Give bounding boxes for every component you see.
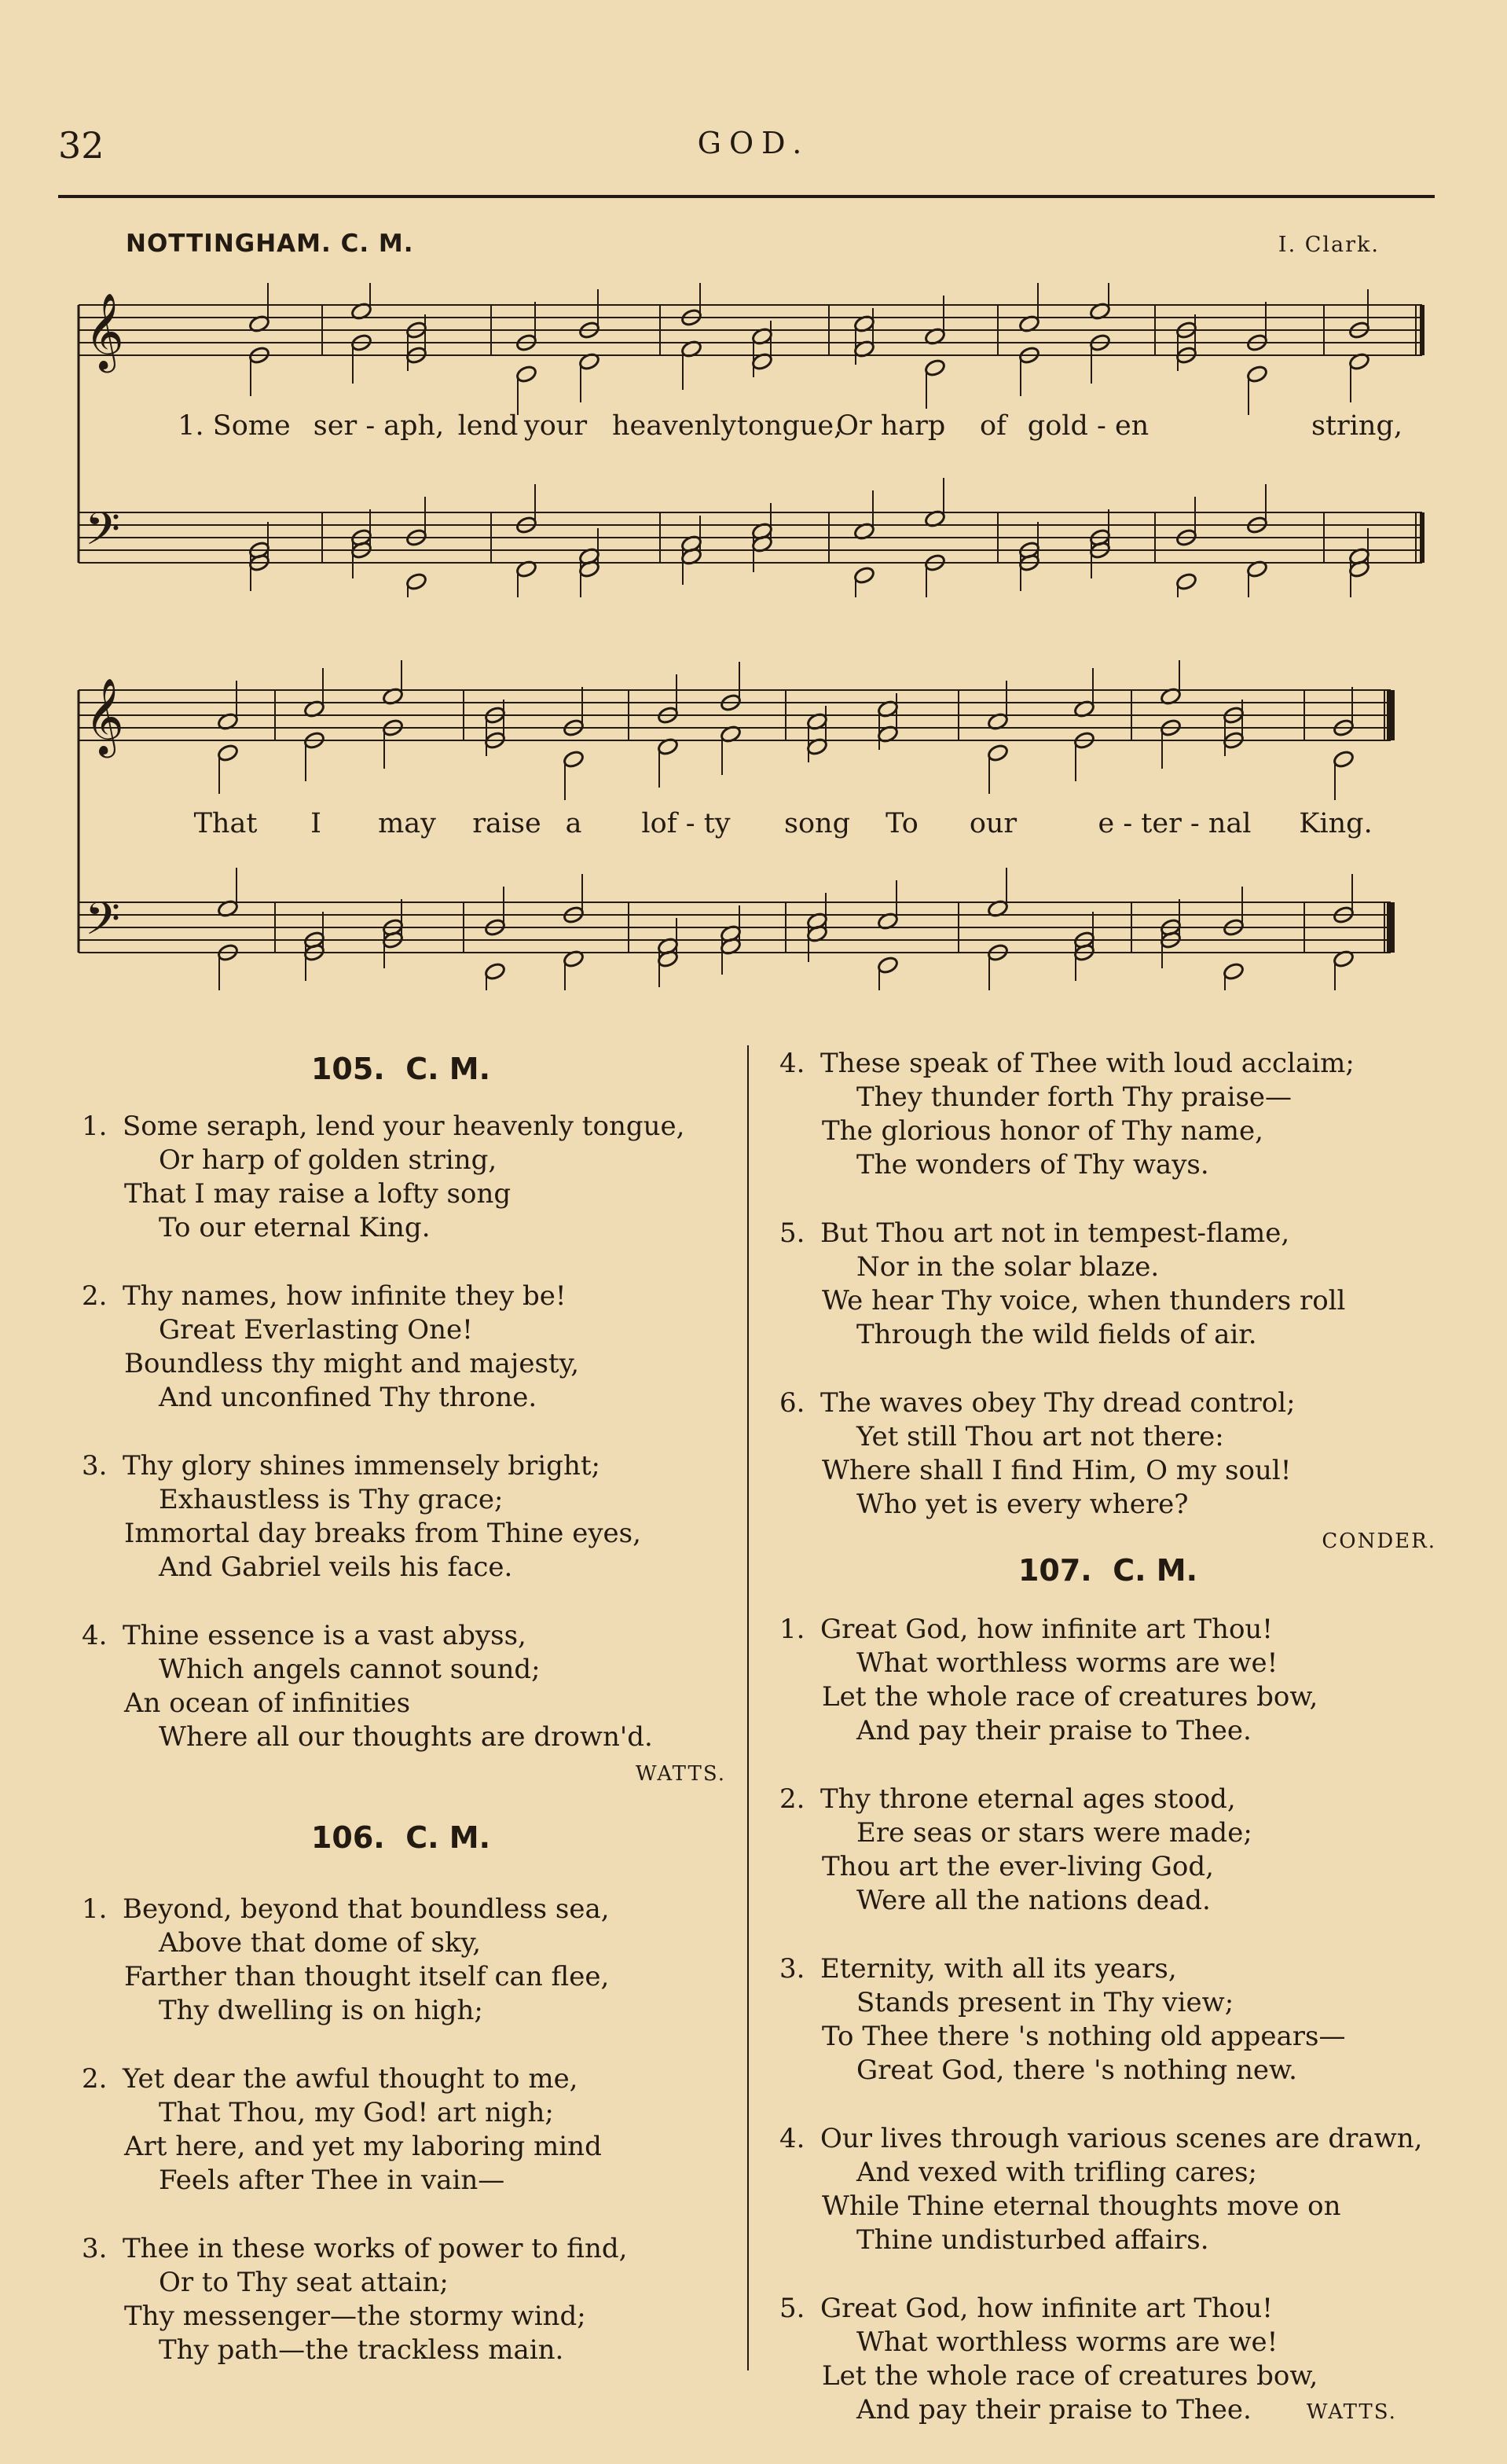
stanza (779, 1613, 1436, 1748)
stanza-number: 3. (82, 1450, 108, 1482)
stanza (779, 2122, 1436, 2257)
verse-line (82, 1720, 726, 1754)
verse-line (779, 1783, 1436, 1816)
hymn-author: CONDER. (1322, 1529, 1436, 1553)
lyric-syllable: of (979, 410, 1007, 442)
lyric-syllable: That (193, 808, 258, 839)
bass-clef-icon: 𝄢 (85, 892, 121, 957)
verse-text: What worthless worms are we! (856, 1647, 1278, 1679)
verse-text: The glorious honor of Thy name, (822, 1115, 1263, 1147)
verse-line (779, 2292, 1436, 2326)
verse-line (779, 1680, 1436, 1714)
stanza (82, 1893, 726, 2028)
verse-line (82, 1960, 726, 1994)
stanza-number: 3. (82, 2233, 108, 2264)
stanza (82, 2232, 726, 2367)
verse-line (779, 2223, 1436, 2257)
verse-text: What worthless worms are we! (856, 2326, 1278, 2358)
verse-line (779, 2326, 1436, 2359)
verse-text: Yet still Thou art not there: (856, 1421, 1224, 1452)
verse-text: Or to Thy seat attain; (159, 2267, 449, 2298)
verse-text: Let the whole race of creatures bow, (822, 1681, 1318, 1713)
note-head (1175, 572, 1198, 592)
lyric-syllable: To (886, 808, 918, 839)
stanza (82, 1110, 726, 1245)
stanza (82, 1280, 726, 1415)
verse-line (779, 2122, 1436, 2156)
stanza-number: 1. (82, 1111, 108, 1142)
verse-line (779, 1816, 1436, 1850)
verse-text: And pay their praise to Thee. (856, 1715, 1252, 1746)
verse-text: Thine essence is a vast abyss, (123, 1620, 526, 1651)
verse-line (779, 1884, 1436, 1918)
stanza (779, 1783, 1436, 1918)
note-head (853, 566, 876, 586)
verse-text: Yet dear the awful thought to me, (123, 2063, 578, 2095)
verse-line (82, 2300, 726, 2334)
verse-text: To our eternal King. (159, 1212, 431, 1243)
verse-line (82, 1926, 726, 1960)
verse-text: Nor in the solar blaze. (856, 1251, 1160, 1283)
verse-text: An ocean of infinities (124, 1687, 411, 1719)
lyric-syllable: King. (1299, 808, 1373, 839)
verse-text: Through the wild fields of air. (856, 1319, 1257, 1350)
stanza-number: 2. (82, 2063, 108, 2095)
stanza-number: 1. (82, 1893, 108, 1925)
lyric-syllable: song (784, 808, 850, 839)
verse-text: That Thou, my God! art nigh; (159, 2097, 554, 2128)
note-head (563, 750, 585, 769)
note-head (1333, 750, 1355, 769)
verse-line (779, 1613, 1436, 1647)
verse-text: Thy dwelling is on high; (159, 1995, 483, 2026)
stanza (779, 1047, 1436, 1182)
verse-text: Thy throne eternal ages stood, (820, 1783, 1236, 1815)
verse-text: Exhaustless is Thy grace; (159, 1484, 504, 1515)
header-rule (58, 195, 1435, 198)
hymn-author: WATTS. (1306, 2400, 1397, 2424)
verse-line (82, 2164, 726, 2198)
verse-line (779, 1488, 1436, 1522)
hymn-107-heading: 107. C. M. (1018, 1553, 1198, 1588)
lyric-syllable: harp (880, 410, 946, 442)
verse-line (779, 2393, 1436, 2429)
lyric-syllable: heavenly (611, 410, 737, 442)
verse-line (82, 1653, 726, 1687)
verse-text: Let the whole race of creatures bow, (822, 2360, 1318, 2392)
lyric-syllable: raise (472, 808, 541, 839)
section-title: GOD. (697, 126, 810, 160)
bass-clef-icon: 𝄢 (85, 502, 121, 567)
verse-line (779, 1420, 1436, 1454)
note-head (877, 956, 900, 975)
lyric-syllable: lend (457, 410, 519, 442)
verse-text: The wonders of Thy ways. (856, 1149, 1209, 1181)
lyric-syllable: e - ter - nal (1098, 808, 1252, 839)
verse-text: Thy names, how infinite they be! (123, 1280, 566, 1312)
verse-text: Thee in these works of power to find, (123, 2233, 628, 2264)
stanza-number: 4. (82, 1620, 108, 1651)
verse-text: Which angels cannot sound; (159, 1654, 541, 1685)
composer-credit: I. Clark. (1278, 233, 1380, 257)
verse-text: Thy messenger—the stormy wind; (124, 2301, 586, 2332)
stanza-number: 5. (779, 1217, 805, 1249)
verse-line (82, 1313, 726, 1347)
verse-line (82, 1517, 726, 1551)
verse-line (82, 1994, 726, 2028)
verse-text: We hear Thy voice, when thunders roll (822, 1285, 1346, 1316)
verse-text: And vexed with trifling cares; (856, 2157, 1257, 2188)
stanza (82, 1449, 726, 1585)
verse-line (779, 2359, 1436, 2393)
verse-line (82, 2130, 726, 2164)
verse-line (82, 1619, 726, 1653)
stanza-number: 5. (779, 2293, 805, 2324)
verse-line (82, 2334, 726, 2367)
verse-line (82, 1347, 726, 1381)
stanza (82, 1619, 726, 1754)
verse-text: Immortal day breaks from Thine eyes, (124, 1518, 641, 1549)
verse-line (779, 1714, 1436, 1748)
stanza (779, 2292, 1436, 2429)
verse-text: Art here, and yet my laboring mind (124, 2131, 602, 2162)
lyric-syllable: Or (836, 410, 872, 442)
verse-line (82, 1483, 726, 1517)
verse-text: Thy path—the trackless main. (159, 2334, 564, 2366)
verse-text: The waves obey Thy dread control; (820, 1387, 1296, 1419)
verse-line (82, 1211, 726, 1245)
hymn-107 (779, 1613, 1436, 2464)
stanza (82, 2062, 726, 2198)
lyric-syllable: 1. Some (178, 410, 291, 442)
stanza (779, 1217, 1436, 1352)
note-head (217, 744, 240, 763)
verse-text: Our lives through various scenes are drawn, (820, 2123, 1423, 2154)
note-head (1223, 962, 1245, 982)
verse-line (82, 1449, 726, 1483)
note-head (924, 358, 947, 378)
verse-text: Great God, how infinite art Thou! (820, 1614, 1273, 1645)
verse-text: Great Everlasting One! (159, 1314, 473, 1346)
note-head (987, 744, 1010, 763)
verse-text: Feels after Thee in vain— (159, 2165, 505, 2196)
verse-line (82, 1280, 726, 1313)
verse-text: Boundless thy might and majesty, (124, 1348, 580, 1379)
tune-name: NOTTINGHAM. C. M. (126, 230, 414, 258)
note-head (1246, 365, 1269, 384)
verse-line (779, 1148, 1436, 1182)
verse-line (82, 2266, 726, 2300)
verse-line (779, 1318, 1436, 1352)
lyric-syllable: tongue, (736, 410, 843, 442)
verse-text: Great God, how infinite art Thou! (820, 2293, 1273, 2324)
verse-line (779, 2020, 1436, 2054)
verse-text: And pay their praise to Thee. (856, 2394, 1252, 2425)
verse-text: Stands present in Thy view; (856, 1987, 1234, 2018)
verse-text: Were all the nations dead. (856, 1885, 1211, 1916)
verse-line (779, 1217, 1436, 1250)
verse-line (779, 1952, 1436, 1986)
verse-line (779, 1986, 1436, 2020)
verse-line (82, 1551, 726, 1585)
hymn-105-heading: 105. C. M. (310, 1052, 491, 1086)
hymn-106-heading: 106. C. M. (310, 1820, 491, 1855)
verse-text: Thine undisturbed affairs. (856, 2224, 1209, 2256)
verse-line (779, 1250, 1436, 1284)
verse-text: To Thee there 's nothing old appears— (822, 2021, 1346, 2052)
verse-text: Where shall I find Him, O my soul! (822, 1455, 1292, 1486)
stanza (779, 1386, 1436, 1522)
treble-clef-icon: 𝄞 (85, 678, 124, 755)
verse-line (82, 1893, 726, 1926)
verse-line (779, 1454, 1436, 1488)
lyric-syllable: may (378, 808, 436, 839)
verse-line (82, 1381, 726, 1415)
verse-text: But Thou art not in tempest-flame, (820, 1217, 1290, 1249)
verse-line (779, 1850, 1436, 1884)
stanza-number: 4. (779, 1048, 805, 1079)
note-head (484, 962, 507, 982)
lyric-syllable: string, (1311, 410, 1403, 442)
lyric-syllable: our (969, 808, 1018, 839)
verse-line (779, 2054, 1436, 2088)
verse-text: Ere seas or stars were made; (856, 1817, 1252, 1849)
verse-text: Eternity, with all its years, (820, 1953, 1177, 1985)
lyric-syllable: ser - aph, (313, 410, 445, 442)
verse-text: Where all our thoughts are drown'd. (159, 1721, 653, 1753)
verse-text: Or harp of golden string, (159, 1144, 497, 1176)
stanza-number: 4. (779, 2123, 805, 2154)
verse-text: And unconfined Thy throne. (159, 1382, 537, 1413)
verse-text: Beyond, beyond that boundless sea, (123, 1893, 610, 1925)
verse-line (779, 1386, 1436, 1420)
verse-text: And Gabriel veils his face. (159, 1551, 513, 1583)
verse-line (82, 2232, 726, 2266)
verse-line (779, 1647, 1436, 1680)
verse-line (82, 1687, 726, 1720)
stanza-number: 1. (779, 1614, 805, 1645)
stanza-number: 2. (82, 1280, 108, 1312)
verse-line (82, 2062, 726, 2096)
lyric-syllable: a (565, 808, 582, 839)
verse-text: Thou art the ever-living God, (822, 1851, 1214, 1882)
verse-line (82, 1110, 726, 1144)
treble-clef-icon: 𝄞 (85, 292, 124, 369)
column-divider (747, 1045, 749, 2370)
verse-text: That I may raise a lofty song (124, 1178, 512, 1210)
verse-text: Farther than thought itself can flee, (124, 1961, 610, 1992)
hymn-author: WATTS. (635, 1762, 726, 1786)
verse-text: These speak of Thee with loud acclaim; (820, 1048, 1355, 1079)
verse-text: They thunder forth Thy praise— (856, 1081, 1292, 1113)
note-head (515, 365, 538, 384)
stanza (779, 1952, 1436, 2088)
verse-line (779, 1081, 1436, 1114)
note-head (405, 572, 428, 592)
lyrics-line-2 (0, 808, 1507, 839)
lyric-syllable: I (310, 808, 321, 839)
stanza-number: 3. (779, 1953, 805, 1985)
verse-line (779, 1047, 1436, 1081)
stanza-number: 2. (779, 1783, 805, 1815)
verse-text: While Thine eternal thoughts move on (822, 2190, 1341, 2222)
verse-text: Great God, there 's nothing new. (856, 2055, 1297, 2086)
verse-text: Above that dome of sky, (159, 1927, 482, 1959)
verse-text: Some seraph, lend your heavenly tongue, (123, 1111, 685, 1142)
page-number: 32 (58, 124, 104, 167)
verse-text: Who yet is every where? (856, 1489, 1189, 1520)
verse-line (779, 1114, 1436, 1148)
verse-line (82, 1144, 726, 1177)
stanza-number: 6. (779, 1387, 805, 1419)
verse-text: Thy glory shines immensely bright; (123, 1450, 600, 1482)
verse-line (779, 2156, 1436, 2190)
verse-line (82, 1177, 726, 1211)
lyric-syllable: gold - en (1027, 410, 1150, 442)
hymn-105 (82, 1110, 726, 1818)
lyric-syllable: lof - ty (641, 808, 731, 839)
verse-line (779, 1284, 1436, 1318)
lyrics-line-1 (0, 410, 1507, 442)
lyric-syllable: your (523, 410, 588, 442)
verse-line (779, 2190, 1436, 2223)
hymn-106-part-2 (779, 1047, 1436, 1585)
verse-line (82, 2096, 726, 2130)
hymn-106-part-1 (82, 1893, 726, 2402)
